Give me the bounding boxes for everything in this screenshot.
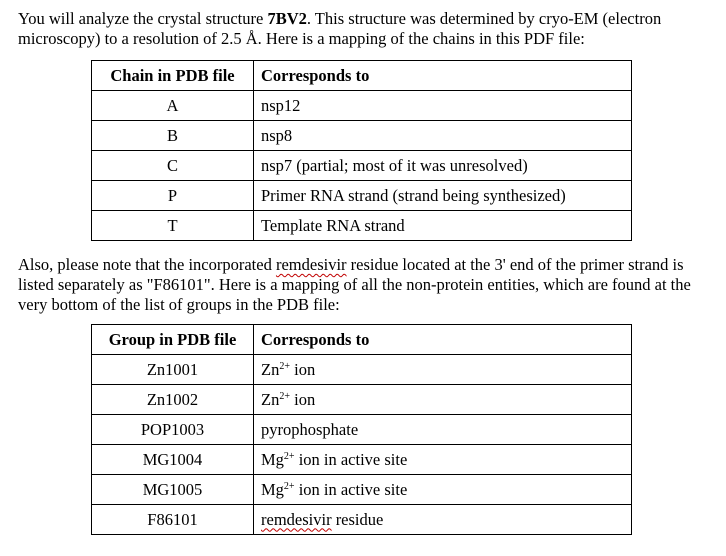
table-row xyxy=(92,211,632,241)
ion-symbol: Zn xyxy=(261,359,280,379)
ion-symbol: Zn xyxy=(261,389,280,409)
note-paragraph xyxy=(18,255,718,315)
description-rest: residue xyxy=(331,509,384,529)
table-row xyxy=(92,181,632,211)
chain-cell: P xyxy=(92,181,254,211)
group-mapping-table xyxy=(91,324,632,535)
group-cell: MG1005 xyxy=(92,475,254,505)
description-rest: ion xyxy=(289,359,316,379)
table-row xyxy=(92,445,632,475)
description-cell: nsp12 xyxy=(254,91,632,121)
table-header-row xyxy=(92,325,632,355)
intro-text-before: You will analyze the crystal structure xyxy=(18,9,268,28)
description-cell xyxy=(254,355,632,385)
note-text-after: residue located at the 3' end of the primer strand is listed separately as "F86101". Here is a mapping of all the non-protein entities, which are found at the very bottom of the list of groups in the PDB file: xyxy=(18,255,691,314)
column-header-corresponds: Corresponds to xyxy=(254,325,632,355)
table-row xyxy=(92,121,632,151)
ion-charge: 2+ xyxy=(279,360,290,372)
group-cell: Zn1002 xyxy=(92,385,254,415)
chain-mapping-table xyxy=(91,60,632,241)
description-cell xyxy=(254,505,632,535)
ion-symbol: Mg xyxy=(261,449,284,469)
description-cell xyxy=(254,445,632,475)
table-header-row xyxy=(92,61,632,91)
column-header-corresponds: Corresponds to xyxy=(254,61,632,91)
intro-paragraph xyxy=(18,9,718,49)
table-row xyxy=(92,415,632,445)
column-header-chain: Chain in PDB file xyxy=(92,61,254,91)
ion-charge: 2+ xyxy=(283,450,295,462)
description-cell xyxy=(254,475,632,505)
table-row xyxy=(92,505,632,535)
ion-symbol: Mg xyxy=(261,479,284,499)
note-text-before: Also, please note that the incorporated xyxy=(18,255,276,274)
chain-cell: B xyxy=(92,121,254,151)
table-row xyxy=(92,385,632,415)
description-cell: nsp7 (partial; most of it was unresolved) xyxy=(254,151,632,181)
spellcheck-flagged-word[interactable]: remdesivir xyxy=(275,255,347,274)
chain-cell: C xyxy=(92,151,254,181)
group-cell: F86101 xyxy=(92,505,254,535)
description-rest: ion xyxy=(289,389,316,409)
description-rest: ion in active site xyxy=(294,479,408,499)
description-rest: ion in active site xyxy=(294,449,408,469)
chain-cell: A xyxy=(92,91,254,121)
description-cell: nsp8 xyxy=(254,121,632,151)
ion-charge: 2+ xyxy=(279,390,290,402)
table-row xyxy=(92,91,632,121)
description-cell: pyrophosphate xyxy=(254,415,632,445)
intro-text-after: . This structure was determined by cryo-EM (electron microscopy) to a resolution of 2.5 Å. Here is a mapping of the chains in this PDF file: xyxy=(18,9,662,48)
table-row xyxy=(92,355,632,385)
pdb-id: 7BV2 xyxy=(267,9,307,28)
group-cell: POP1003 xyxy=(92,415,254,445)
table-row xyxy=(92,475,632,505)
description-cell: Primer RNA strand (strand being synthesized) xyxy=(254,181,632,211)
group-cell: Zn1001 xyxy=(92,355,254,385)
ion-charge: 2+ xyxy=(283,480,295,492)
column-header-group: Group in PDB file xyxy=(92,325,254,355)
description-cell xyxy=(254,385,632,415)
chain-cell: T xyxy=(92,211,254,241)
description-cell: Template RNA strand xyxy=(254,211,632,241)
spellcheck-flagged-word[interactable]: remdesivir xyxy=(261,509,332,529)
group-cell: MG1004 xyxy=(92,445,254,475)
table-row xyxy=(92,151,632,181)
